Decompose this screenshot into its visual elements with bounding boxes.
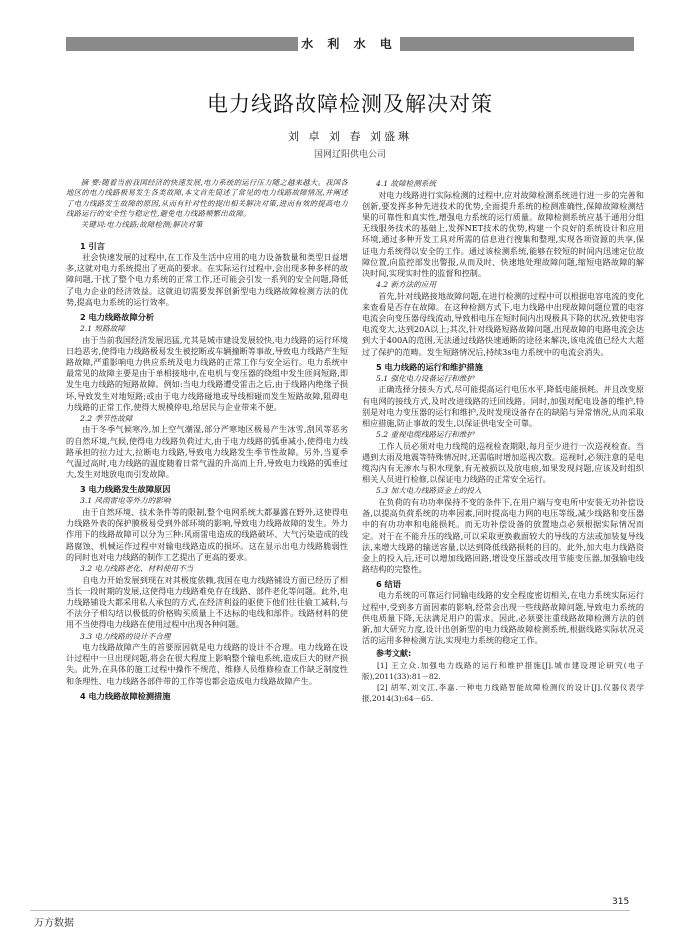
- keywords: 关键词:电力线路;故障检测;解决对策: [80, 219, 203, 229]
- authors: 刘 卓 刘 春 刘盛琳: [288, 130, 412, 143]
- references-list: [362, 660, 644, 704]
- footer-watermark: 万方数据: [34, 918, 74, 929]
- journal-name: 水 利 水 电: [301, 37, 397, 51]
- paragraph: 由于冬季气候寒冷,加上空气潮湿,部分严寒地区极易产生冰雪,刮风等恶劣的自然环境,气候,使得电力线路负荷过大,由于电力线路的弧垂减小,使得电力线路承担的拉力过大,拉断电力线路,导致电力线路发生季节性故障。另外,当夏季气温过高时,电力线路的温度随着日常气温的升高而上升,导致电力线路的弧垂过大,发生对地放电而引发故障。: [66, 424, 348, 480]
- section-heading: 4 电力线路故障检测措施: [80, 690, 171, 701]
- subsection-heading: 3.1 风雨雷电等外力的影响: [80, 496, 171, 506]
- header-bar-left: [66, 37, 298, 51]
- section-heading: 3 电力线路发生故障原因: [80, 484, 171, 495]
- header-bar-right: [400, 37, 634, 51]
- left-column: [66, 178, 348, 702]
- paragraph: 由于自然环境、技术条件等的限制,整个电网系统大都暴露在野外,这使得电力线路外表的保护膜极易受到外部环境的影响,导致电力线路故障的发生。外力作用下的线路故障可以分为三种:风雨雷电造成的线路破坏、大气污染造成的线路腐蚀、机械运作过程中对输电线路造成的损坏。这在显示出电力线路脆弱性的同时也对电力线路的制作工艺提出了更高的要求。: [66, 506, 348, 562]
- subsection-heading: 3.2 电力线路老化、材料使用不当: [80, 564, 194, 573]
- section-heading: 2 电力线路故障分析: [80, 312, 155, 323]
- paragraph: 正确选择分接头方式,尽可能提高运行电压水平,降低电能损耗。并且改变原有电网的接线方式,及时改进线路的迁回线路。同时,加强对配电设备的维护,特别是对电力变压器的运行和维护,及时发现设备存在的缺陷与异常情况,从而采取相应措施,防止事故的发生,以保证供电安全可靠。: [362, 384, 644, 428]
- reference-item: [1] 王立众.加强电力线路的运行和维护措施[J].城市建设理论研究(电子版),2011(33):81－82.: [362, 661, 644, 682]
- paragraph: 首先,针对线路接地故障问题,在进行检测的过程中可以根据电容电流的变化来查看是否存在故障。在这种检测方式下,电力线路中出现故障问题位置的电容电流会向变压器母线流动,导致相电压在短时间内出现极具下降的状况,致使电容电流变大,达到20A以上;其次,针对线路短路故障问题,出现故障的电路电流会达到大于400A的范围,无法通过线路快速通断的途径来解决,该电流值已经大大超过了保护的范畴。发生短路情况后,持续3s电力系统中的电流会消失。: [362, 290, 644, 357]
- footer-divider: [30, 910, 630, 911]
- subsection-heading: 5.1 强化电力设备运行和维护: [376, 373, 475, 383]
- paragraph: 对电力线路进行实际检测的过程中,应对故障检测系统进行进一步的完善和创新,要发挥多种先进技术的优势,全面提升系统的检测准确性,保障故障检测结果的可靠性和真实性,增强电力系统的运行质量。故障检测系统应基于通用分组无线服务技术的基础上,发挥NET技术的优势,构建一个良好的系统设计和应用环境,通过多种开发工具对所需的信息进行搜集和整理,实现各项资源的共享,保证电力系统得以安全的工作。通过该检测系统,能够在较短的时间内迅速定位故障位置,向监控部发出警报,从而及时、快速地处理故障问题,缩短电路故障的解决时间,实现实时性的监督和控制。: [362, 189, 644, 278]
- paragraph: 社会快速发展的过程中,在工作及生活中应用的电力设备数量和类型日益增多,这就对电力系统提出了更高的要求。在实际运行过程中,会出现多种多样的故障问题,干扰了整个电力系统的正常工作,还可能会引发一系列的安全问题,降低了电力企业的经济效益。这就迫切需要发挥创新型电力线路故障检测方法的优势,提高电力系统的运行效率。: [66, 252, 348, 307]
- subsection-heading: 5.2 重视电缆线路运行和维护: [376, 430, 475, 440]
- paragraph: 电力线路故障产生的首要原因就是电力线路的设计不合理。电力线路在设计过程中一旦出现问题,将会在很大程度上影响整个输电系统,造成巨大的财产损失。此外,在具体的施工过程中操作不规范、维修人员维修检查工作缺乏制度性和条理性、电力线路各部件带的工作等也都会造成电力线路故障产生。: [66, 642, 348, 686]
- subsection-heading: 4.1 故障检测系统: [376, 179, 437, 188]
- right-column: [362, 178, 644, 704]
- reference-item: [2] 胡军,刘文江,李嘉.一种电力线路智能故障检测仪的设计[J].仪器仪表学报,2014(3):64－65.: [362, 683, 644, 704]
- paragraph: 电力系统的可靠运行同输电线路的安全程度密切相关,在电力系统实际运行过程中,受到多方面因素的影响,经常会出现一些线路故障问题,导致电力系统的供电质量下降,无法满足用户的需求。因此,必须要注重线路故障检测方法的创新,加大研究力度,设计出创新型的电力线路故障检测系统,根据线路实际状况灵活的运用多种检测方法,实现电力系统的稳定工作。: [362, 590, 644, 646]
- abstract: 摘 要:随着当前我国经济的快速发展,电力系统的运行压力随之越来越大。我国各地区的电力线路极易发生各类故障,本文首先简述了常见的电力线路故障情况,并阐述了电力线路发生故障的原因,从而有针对性的提出相关解决对策,进而有效的提高电力线路运行的安全性与稳定性,避免电力线路频繁出故障。: [66, 178, 348, 219]
- paragraph: 在负荷的有功功率保持不变的条件下,在用户端与变电所中安装无功补偿设备,以提高负荷系统的功率因素,同时提高电力网的电压等级,减少线路和变压器中的有功功率和电能损耗。而无功补偿设备的放置地点必须根据实际情况而定。对于在不能升压的线路,可以采取更换截面较大的导线的方法或加装复导线法,来增大线路的输送容量,以达到降低线路损耗的目的。此外,加大电力线路资金上的投入后,还可以增加线路回路,增设变压器或改用节能变压器,加强输电线路结构的完整性。: [362, 496, 644, 575]
- paragraph: 由于当前我国经济发展迅猛,尤其是城市建设发展较快,电力线路的运行环境日趋恶劣,使得电力线路极易发生被挖断或车辆撞断等事故,导致电力线路产生短路故障,严重影响电力供应系统及电力线路的正常工作与安全运行。电力系统中最常见的故障主要是由于单相接地中,在电机与变压器的绕组中发生匝间短路,即发生电力线路的短路故障。例如:当电力线路遭受雷击之后,由于线路内绝缘子损坏,导致发生对地短路;或由于电力线路碰地或导线相碰而发生短路故障,阻碍电力线路的正常工作,使得大规模停电,给居民与企业带来不便。: [66, 334, 348, 412]
- section-heading: 6 结语: [376, 579, 401, 590]
- abstract-block: [66, 178, 348, 230]
- paragraph: 工作人员必须对电力线缆的巡视检查期限,每月至少进行一次巡视检查。当遇到大雨及地震等特殊情况时,还需临时增加巡视次数。巡视时,必须注意的是电缆沟内有无渗水与积水现象,有无被损以及放电痕,如果发现问题,应该及时组织相关人员进行检修,以保证电力线路的正常安全运行。: [362, 440, 644, 485]
- article-title: 电力线路故障检测及解决对策: [207, 92, 493, 116]
- subsection-heading: 2.1 短路故障: [80, 324, 125, 334]
- subsection-heading: 5.3 加大电力线路资金上的投入: [376, 486, 482, 496]
- references-heading: 参考文献:: [376, 649, 412, 659]
- section-heading: 5 电力线路的运行和维护措施: [376, 361, 483, 372]
- paragraph: 自电力开始发展到现在对其极度依赖,我国在电力线路铺设方面已经历了相当长一段时期的发展,这使得电力线路难免存在线路、部件老化等问题。此外,电力线路铺设大都采用私人承包的方式,在经济利益的驱使下他们往往偷工减料,与不法分子相勾结以极低的价格购买质量上不达标的电线和部件。线路材料的使用不当使得电力线路在使用过程中出现各种问题。: [66, 574, 348, 630]
- subsection-heading: 2.2 季节性故障: [80, 413, 133, 423]
- section-heading: 1 引言: [80, 241, 105, 252]
- subsection-heading: 3.3 电力线路的设计不合理: [80, 631, 171, 641]
- affiliation: 国网辽阳供电公司: [313, 150, 386, 160]
- subsection-heading: 4.2 新方法的应用: [376, 280, 437, 290]
- page-number: 315: [612, 897, 630, 907]
